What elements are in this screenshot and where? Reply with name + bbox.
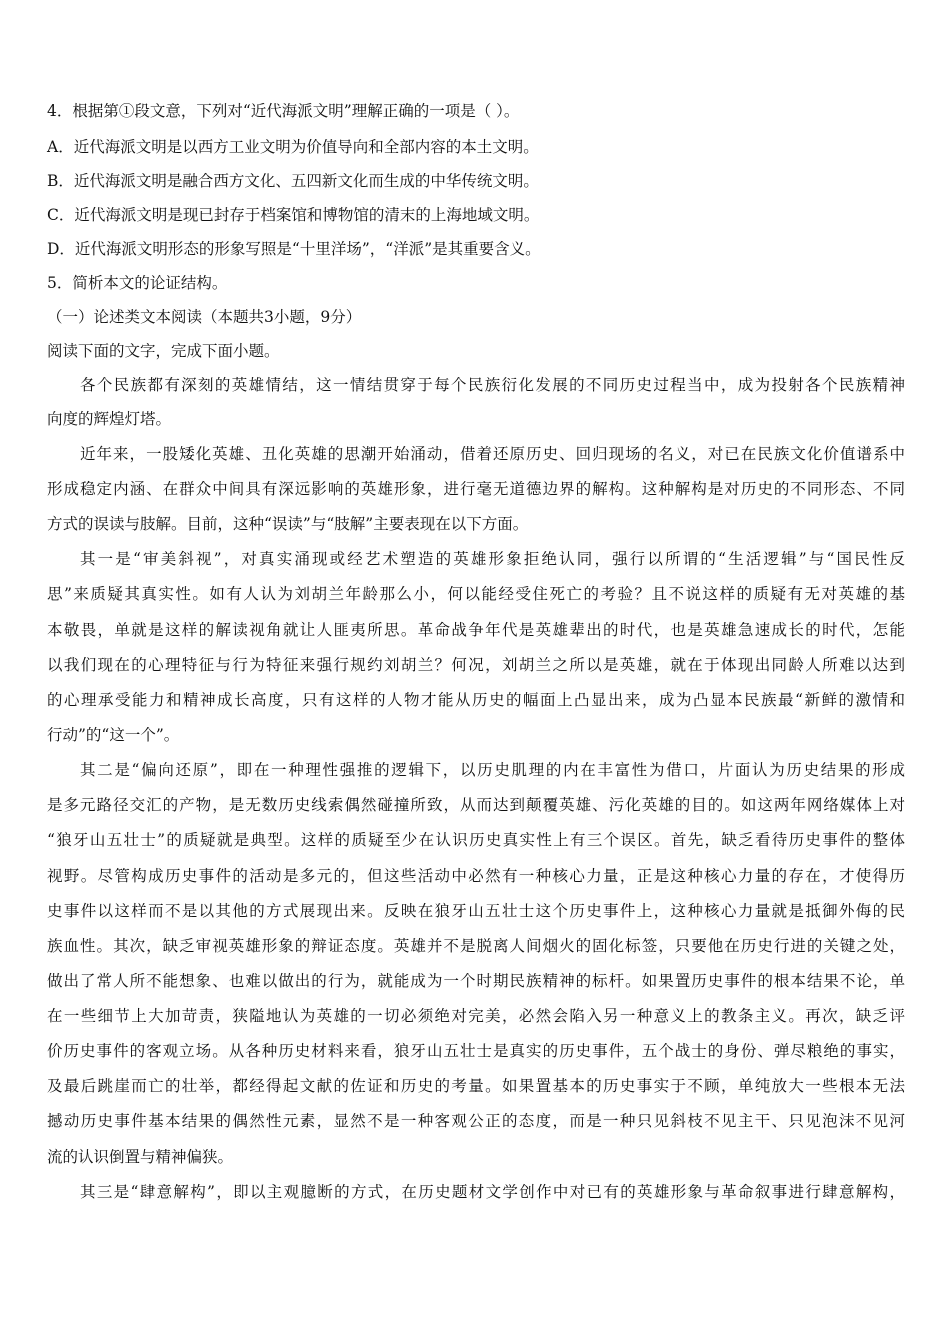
section-instruction: 阅读下面的文字，完成下面小题。 (47, 342, 280, 360)
passage-p1-line: 向度的辉煌灯塔。 (47, 410, 172, 428)
passage-p5-line: 其三是“肆意解构”，即以主观臆断的方式，在历史题材文学创作中对已有的英雄形象与革命叙事进行肆意解构， (80, 1183, 905, 1201)
passage-p4-line: 价历史事件的客观立场。从各种历史材料来看，狼牙山五壮士是真实的历史事件，五个战士的身份、弹尽粮绝的事实， (47, 1042, 905, 1060)
section-heading: （一）论述类文本阅读（本题共3小题，9分） (47, 308, 362, 326)
passage-p3-line: 以我们现在的心理特征与行为特征来强行规约刘胡兰？何况，刘胡兰之所以是英雄，就在于体现出同龄人所难以达到 (47, 656, 905, 674)
passage-p4-line: 是多元路径交汇的产物，是无数历史线索偶然碰撞所致，从而达到颠覆英雄、污化英雄的目的。如这两年网络媒体上对 (47, 796, 905, 814)
passage-p2-line: 方式的误读与肢解。目前，这种“误读”与“肢解”主要表现在以下方面。 (47, 515, 529, 533)
passage-p1-line: 各个民族都有深刻的英雄情结，这一情结贯穿于每个民族衍化发展的不同历史过程当中，成为投射各个民族精神 (80, 376, 905, 394)
passage-p4-line: “狼牙山五壮士”的质疑就是典型。这样的质疑至少在认识历史真实性上有三个误区。首先，缺乏看待历史事件的整体 (47, 831, 905, 849)
passage-p4-line: 史事件以这样而不是以其他的方式展现出来。反映在狼牙山五壮士这个历史事件上，这种核心力量就是抵御外侮的民 (47, 902, 905, 920)
passage-p4-line: 做出了常人所不能想象、也难以做出的行为，就能成为一个时期民族精神的标杆。如果置历史事件的根本结果不论，单 (47, 972, 905, 990)
passage-p3-line: 的心理承受能力和精神成长高度，只有这样的人物才能从历史的幅面上凸显出来，成为凸显本民族最“新鲜的激情和 (47, 691, 905, 709)
question-4-stem: 4．根据第①段文意，下列对“近代海派文明”理解正确的一项是（ ）。 (47, 102, 520, 120)
passage-p4-line: 族血性。其次，缺乏审视英雄形象的辩证态度。英雄并不是脱离人间烟火的固化标签，只要他在历史行进的关键之处， (47, 937, 905, 955)
passage-p4-line: 在一些细节上大加苛责，狭隘地认为英雄的一切必须绝对完美，必然会陷入另一种意义上的教条主义。再次，缺乏评 (47, 1007, 905, 1025)
passage-p3-line: 其一是“审美斜视”，对真实涌现或经艺术塑造的英雄形象拒绝认同，强行以所谓的“生活逻辑”与“国民性反 (80, 550, 905, 568)
question-4-option-a: A．近代海派文明是以西方工业文明为价值导向和全部内容的本土文明。 (47, 138, 539, 156)
passage-p4-line: 及最后跳崖而亡的壮举，都经得起文献的佐证和历史的考量。如果置基本的历史事实于不顾，单纯放大一些根本无法 (47, 1077, 905, 1095)
passage-p4-line: 视野。尽管构成历史事件的活动是多元的，但这些活动中必然有一种核心力量，正是这种核心力量的存在，才使得历 (47, 867, 905, 885)
question-5-stem: 5．简析本文的论证结构。 (47, 274, 228, 292)
question-4-option-b: B．近代海派文明是融合西方文化、五四新文化而生成的中华传统文明。 (47, 172, 539, 190)
passage-p3-line: 本敬畏，单就是这样的解读视角就让人匪夷所思。革命战争年代是英雄辈出的时代，也是英雄急速成长的时代，怎能 (47, 621, 905, 639)
passage-p2-line: 形成稳定内涵、在群众中间具有深远影响的英雄形象，进行毫无道德边界的解构。这种解构是对历史的不同形态、不同 (47, 480, 905, 498)
passage-p3-line: 思”来质疑其真实性。如有人认为刘胡兰年龄那么小，何以能经受住死亡的考验？且不说这样的质疑有无对英雄的基 (47, 585, 905, 603)
question-4-option-c: C．近代海派文明是现已封存于档案馆和博物馆的清末的上海地域文明。 (47, 206, 540, 224)
question-4-option-d: D．近代海派文明形态的形象写照是“十里洋场”，“洋派”是其重要含义。 (47, 240, 541, 258)
passage-p3-line: 行动”的“这一个”。 (47, 726, 180, 744)
passage-p4-line: 撼动历史事件基本结果的偶然性元素，显然不是一种客观公正的态度，而是一种只见斜枝不见主干、只见泡沫不见河 (47, 1112, 905, 1130)
passage-p4-line: 流的认识倒置与精神偏狭。 (47, 1148, 234, 1166)
passage-p4-line: 其二是“偏向还原”，即在一种理性强推的逻辑下，以历史肌理的内在丰富性为借口，片面认为历史结果的形成 (80, 761, 905, 779)
passage-p2-line: 近年来，一股矮化英雄、丑化英雄的思潮开始涌动，借着还原历史、回归现场的名义，对已在民族文化价值谱系中 (80, 445, 905, 463)
